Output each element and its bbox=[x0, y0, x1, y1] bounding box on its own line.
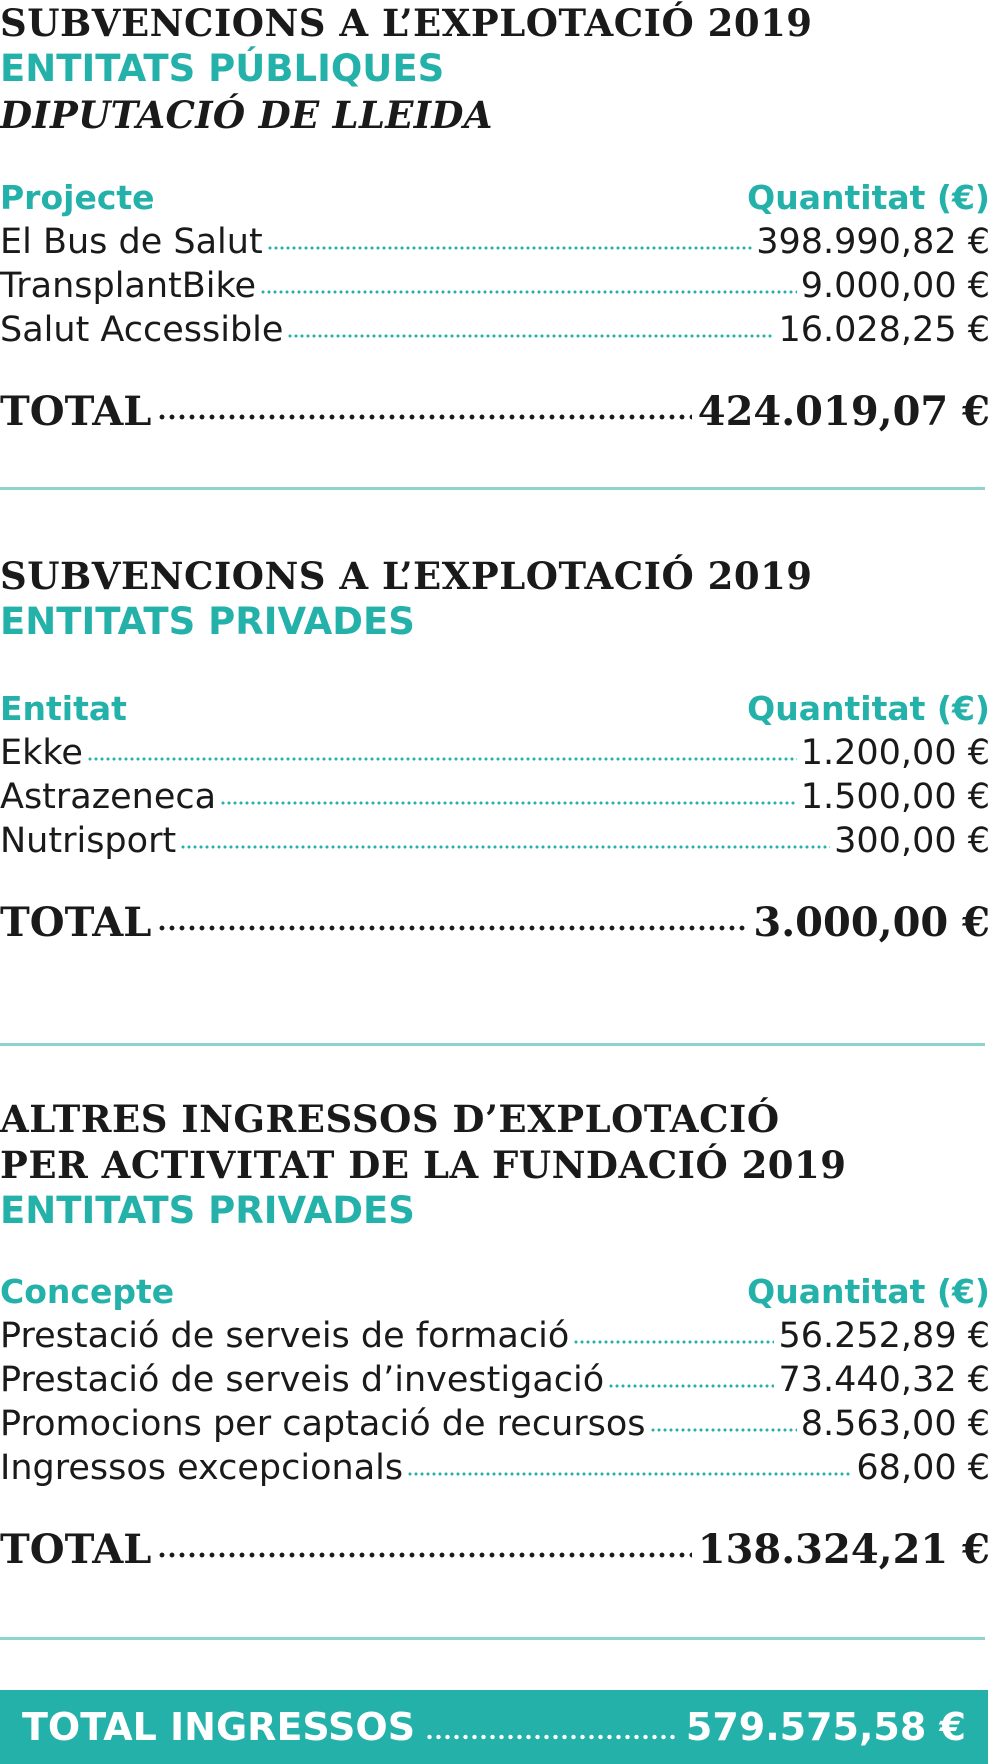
dot-leader bbox=[180, 844, 830, 850]
list-item bbox=[0, 264, 990, 308]
dot-leader bbox=[425, 1734, 676, 1740]
dot-leader bbox=[157, 924, 747, 932]
total-amount: 138.324,21 € bbox=[697, 1526, 990, 1573]
total-label: TOTAL bbox=[0, 388, 152, 435]
dot-leader bbox=[407, 1471, 852, 1477]
dot-leader bbox=[608, 1383, 774, 1389]
row-label: Promocions per captació de recursos bbox=[0, 1404, 646, 1444]
column-headers bbox=[0, 1270, 990, 1314]
list-item bbox=[0, 1402, 990, 1446]
list-item bbox=[0, 1314, 990, 1358]
row-amount: 9.000,00 € bbox=[800, 266, 990, 306]
column-header-amount: Quantitat (€) bbox=[747, 1272, 990, 1311]
column-header-project: Projecte bbox=[0, 178, 155, 217]
row-amount: 56.252,89 € bbox=[778, 1316, 990, 1356]
section-subtitle: ENTITATS PÚBLIQUES bbox=[0, 47, 445, 90]
divider bbox=[0, 1637, 985, 1640]
list-item bbox=[0, 1446, 990, 1490]
section-other-income bbox=[0, 1096, 990, 1576]
list-item bbox=[0, 775, 990, 819]
list-item bbox=[0, 731, 990, 775]
row-label: Prestació de serveis d’investigació bbox=[0, 1360, 605, 1400]
list-item bbox=[0, 1358, 990, 1402]
dot-leader bbox=[267, 245, 753, 251]
section-public-subsidies bbox=[0, 0, 990, 438]
dot-leader bbox=[573, 1339, 774, 1345]
column-header-amount: Quantitat (€) bbox=[747, 689, 990, 728]
grand-total-bar bbox=[0, 1690, 988, 1764]
column-header-entity: Entitat bbox=[0, 689, 127, 728]
row-amount: 398.990,82 € bbox=[756, 222, 990, 262]
row-amount: 1.500,00 € bbox=[800, 777, 990, 817]
section-subtitle: ENTITATS PRIVADES bbox=[0, 600, 415, 643]
dot-leader bbox=[650, 1427, 797, 1433]
total-label: TOTAL bbox=[0, 1526, 152, 1573]
section-total bbox=[0, 897, 990, 949]
column-headers bbox=[0, 687, 990, 731]
row-label: TransplantBike bbox=[0, 266, 257, 306]
row-amount: 1.200,00 € bbox=[800, 733, 990, 773]
grand-total-label: TOTAL INGRESSOS bbox=[22, 1705, 416, 1749]
dot-leader bbox=[157, 413, 691, 421]
total-amount: 3.000,00 € bbox=[753, 899, 990, 946]
row-label: Ingressos excepcionals bbox=[0, 1448, 404, 1488]
dot-leader bbox=[87, 756, 797, 762]
column-header-concept: Concepte bbox=[0, 1272, 175, 1311]
section-title-line-2: PER ACTIVITAT DE LA FUNDACIÓ 2019 bbox=[0, 1143, 847, 1187]
section-total bbox=[0, 1524, 990, 1576]
row-label: Prestació de serveis de formació bbox=[0, 1316, 570, 1356]
list-item bbox=[0, 220, 990, 264]
row-amount: 68,00 € bbox=[856, 1448, 990, 1488]
row-label: Salut Accessible bbox=[0, 310, 284, 350]
row-label: Astrazeneca bbox=[0, 777, 217, 817]
row-amount: 8.563,00 € bbox=[800, 1404, 990, 1444]
row-amount: 16.028,25 € bbox=[778, 310, 990, 350]
row-amount: 73.440,32 € bbox=[778, 1360, 990, 1400]
section-title: SUBVENCIONS A L’EXPLOTACIÓ 2019 bbox=[0, 554, 813, 598]
section-title-line-1: ALTRES INGRESSOS D’EXPLOTACIÓ bbox=[0, 1097, 780, 1141]
section-title: SUBVENCIONS A L’EXPLOTACIÓ 2019 bbox=[0, 1, 813, 45]
section-private-subsidies bbox=[0, 553, 990, 949]
total-amount: 424.019,07 € bbox=[697, 388, 990, 435]
list-item bbox=[0, 819, 990, 863]
column-headers bbox=[0, 176, 990, 220]
dot-leader bbox=[260, 289, 797, 295]
list-item bbox=[0, 308, 990, 352]
row-label: El Bus de Salut bbox=[0, 222, 263, 262]
column-header-amount: Quantitat (€) bbox=[747, 178, 990, 217]
row-amount: 300,00 € bbox=[834, 821, 990, 861]
dot-leader bbox=[287, 333, 774, 339]
divider bbox=[0, 1043, 985, 1046]
dot-leader bbox=[220, 800, 797, 806]
grand-total-amount: 579.575,58 € bbox=[685, 1705, 966, 1749]
row-label: Ekke bbox=[0, 733, 83, 773]
section-subtitle: ENTITATS PRIVADES bbox=[0, 1189, 415, 1232]
section-entity-name: DIPUTACIÓ DE LLEIDA bbox=[0, 93, 493, 137]
divider bbox=[0, 487, 985, 490]
dot-leader bbox=[157, 1551, 691, 1559]
row-label: Nutrisport bbox=[0, 821, 177, 861]
section-total bbox=[0, 386, 990, 438]
total-label: TOTAL bbox=[0, 899, 152, 946]
